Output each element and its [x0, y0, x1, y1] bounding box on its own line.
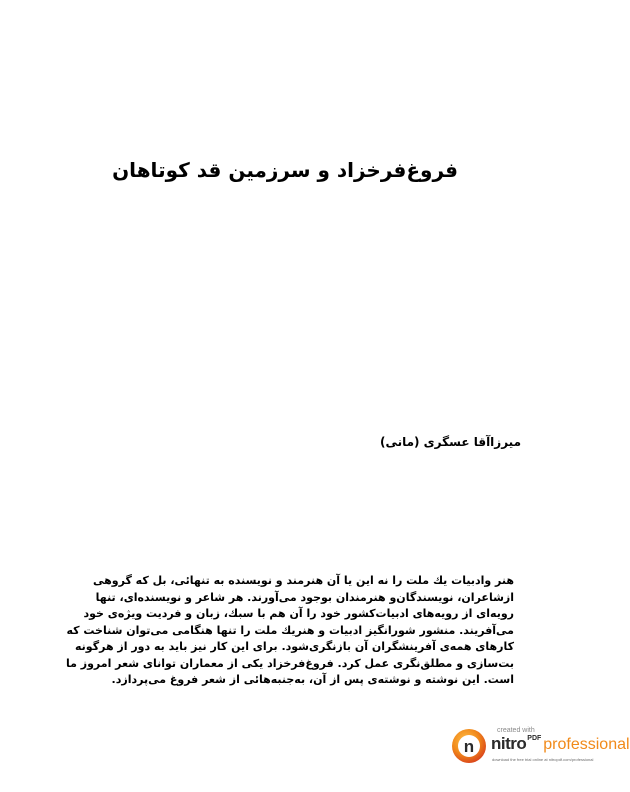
watermark-brand: [491, 734, 630, 754]
watermark-brand-nitro: nitro: [491, 734, 527, 753]
body-line: می‌آفریند. منشور شورانگیز ادبیات و هنریك ملت را تنها هنگامی می‌توان شناخت كه: [66, 623, 514, 637]
watermark-brand-pdf: PDF: [527, 735, 542, 742]
body-line: است. این نوشته و نوشته‌ی پس از آن، به‌جنبه‌هائی از شعر فروغ می‌پردازد.: [111, 673, 514, 686]
document-title: فروغ‌فرخزاد و سرزمین قد کوتاهان: [112, 158, 458, 182]
author-name: میرزاآقا عسگری (مانی): [379, 435, 521, 449]
body-line: كارهای همه‌ی آفرینشگران آن بازنگری‌شود. برای این كار نیز باید به دور از هرگونه: [75, 640, 514, 653]
nitro-logo-icon: [451, 728, 487, 764]
body-line: هنر وادبیات یك ملت را نه این یا آن هنرمند و نویسنده به تنهائی، بل كه گروهی: [93, 574, 514, 587]
watermark-download-text: download the free trial online at nitropdf.com/professional: [492, 757, 594, 762]
body-line: بت‌سازی و مطلق‌نگری عمل كرد. فروغ‌فرخزاد یكی از معماران توانای شعر امروز ما: [65, 656, 514, 670]
watermark-created-with: created with: [497, 727, 535, 734]
nitro-logo-letter: n: [463, 737, 475, 756]
body-line: رویه‌ای از رویه‌های ادبیات‌كشور خود را آن هم با سبك، زبان و فردیت ویژه‌ی خود: [83, 607, 514, 620]
nitro-pdf-watermark: [451, 724, 630, 776]
body-line: ازشاعران، نویسندگان‌و هنرمندان بوجود می‌آورند. هر شاعر و نویسنده‌ای، تنها: [95, 590, 514, 604]
watermark-brand-professional: professional: [543, 736, 630, 753]
body-paragraph: [65, 573, 514, 689]
